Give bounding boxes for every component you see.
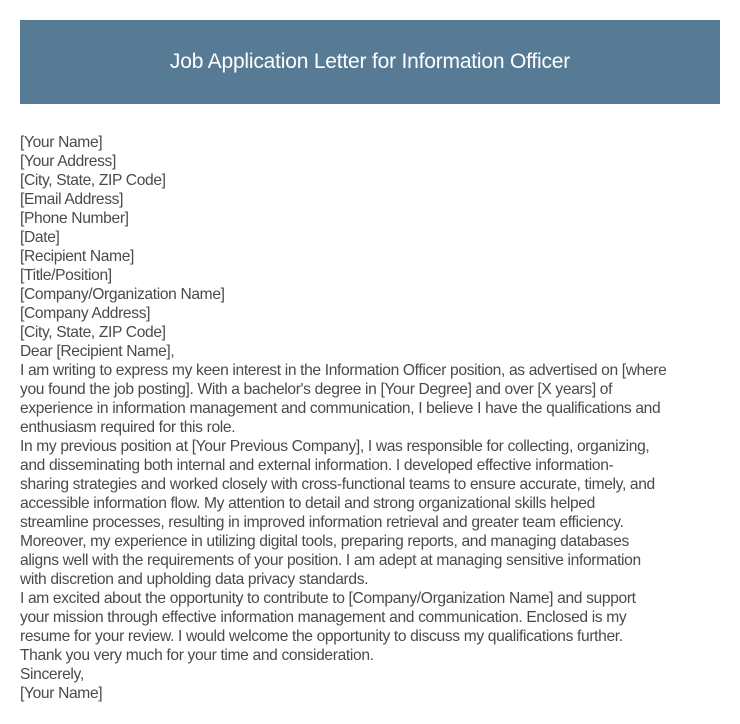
- sender-address: [Your Address]: [20, 153, 116, 170]
- recipient-city-state-zip: [City, State, ZIP Code]: [20, 324, 166, 341]
- paragraph-intro: [20, 361, 724, 437]
- letter-date: [Date]: [20, 229, 60, 246]
- paragraph-line: enthusiasm required for this role.: [20, 419, 236, 436]
- paragraph-line: with discretion and upholding data privacy standards.: [20, 571, 369, 588]
- sender-name: [Your Name]: [20, 134, 103, 151]
- signature: [Your Name]: [20, 685, 103, 702]
- paragraph-line: your mission through effective information management and communication. Enclosed is my: [20, 609, 627, 626]
- thanks-line: Thank you very much for your time and consideration.: [20, 647, 374, 664]
- paragraph-line: In my previous position at [Your Previous Company], I was responsible for collecting, organizing,: [20, 438, 650, 455]
- paragraph-line: accessible information flow. My attention to detail and strong organizational skills helped: [20, 495, 595, 512]
- recipient-address: [Company Address]: [20, 305, 151, 322]
- paragraph-line: streamline processes, resulting in improved information retrieval and greater team efficiency.: [20, 514, 624, 531]
- recipient-company: [Company/Organization Name]: [20, 286, 225, 303]
- recipient-title: [Title/Position]: [20, 267, 112, 284]
- paragraph-line: resume for your review. I would welcome the opportunity to discuss my qualifications further.: [20, 628, 623, 645]
- paragraph-line: you found the job posting]. With a bachelor's degree in [Your Degree] and over [X years] of: [20, 381, 613, 398]
- sender-block: [20, 133, 724, 228]
- paragraph-line: sharing strategies and worked closely with cross-functional teams to ensure accurate, timely, and: [20, 476, 655, 493]
- recipient-name: [Recipient Name]: [20, 248, 135, 265]
- document-header: [20, 20, 720, 104]
- recipient-block: [20, 247, 724, 342]
- sender-email: [Email Address]: [20, 191, 124, 208]
- sender-city-state-zip: [City, State, ZIP Code]: [20, 172, 166, 189]
- paragraph-closing: [20, 589, 724, 646]
- salutation: Dear [Recipient Name],: [20, 343, 175, 360]
- paragraph-line: I am excited about the opportunity to contribute to [Company/Organization Name] and support: [20, 590, 636, 607]
- document-title: Job Application Letter for Information Officer: [169, 50, 571, 73]
- letter-body: [20, 133, 724, 703]
- paragraph-line: experience in information management and communication, I believe I have the qualifications and: [20, 400, 661, 417]
- paragraph-line: I am writing to express my keen interest in the Information Officer position, as advertised on [where: [20, 362, 667, 379]
- closing: Sincerely,: [20, 666, 84, 683]
- paragraph-line: Moreover, my experience in utilizing digital tools, preparing reports, and managing databases: [20, 533, 629, 550]
- paragraph-line: and disseminating both internal and external information. I developed effective information-: [20, 457, 614, 474]
- paragraph-experience: [20, 437, 724, 589]
- sender-phone: [Phone Number]: [20, 210, 129, 227]
- paragraph-line: aligns well with the requirements of your position. I am adept at managing sensitive information: [20, 552, 641, 569]
